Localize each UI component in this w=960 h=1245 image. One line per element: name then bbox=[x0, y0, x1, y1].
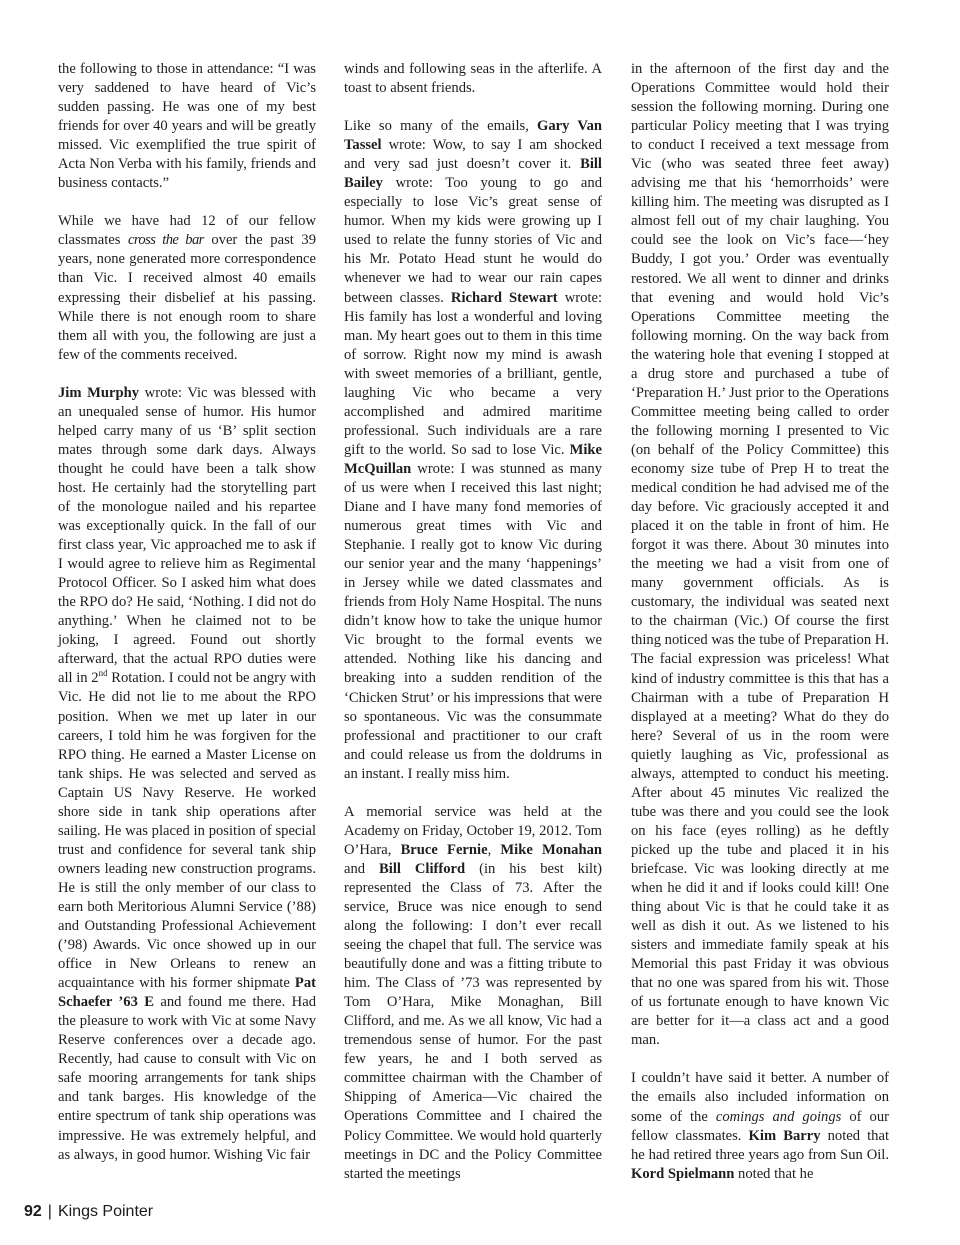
classmate-name: Mike McQuillan bbox=[344, 441, 602, 477]
superscript: nd bbox=[98, 668, 108, 679]
italic-phrase: cross the bar bbox=[128, 232, 204, 249]
footer-separator: | bbox=[47, 1203, 52, 1220]
classmate-name: Kim Barry bbox=[748, 1127, 821, 1144]
paragraph-text: in the afternoon of the first day and the Operations Committee would hold their session the following morning. During one particular Policy meeting that I was trying to conduct I received a text message from Vic (who was seated three feet away) advising me that his ‘hemorrhoids’ were killing him. The meeting was disrupted as I almost fell out of my chair laughing. You could see the look on Vic’s face—‘hey Buddy, I got you.’ Order was eventually restored. We all went to dinner and drinks that evening and would hold Vic’s Operations Committee meeting the following morning. On the way back from the watering hole that evening I stopped at a drug store and purchased a tube of ‘Preparation H.’ Just prior to the Operations Committee meeting being called to order the following morning I presented to Vic (on behalf of the Policy Committee) this economy size tube of Prep H to treat the medical condition he had advised me of the day before. Vic graciously accepted it and placed it on the table in front of him. He forgot it was there. About 30 minutes into the meeting we had a visit from one of many government officials. As is customary, the individual was seated next to the chairman (Vic.) Of course the first thing noticed was the tube of Preparation H. The facial expression was priceless! What kind of industry committee is this that has a Chairman with a tube of Preparation H displayed at a meeting? What do they do here? Several of us in the room were quietly laughing as Vic, professional as always, attempted to conduct his meeting. After about 45 minutes Vic realized the tube was there and you could see the look on his face (eyes rolling) as he deftly picked up the tube and placed it in his briefcase. Vic was looking directly at me when he did it and if looks could kill! One thing about Vic is that he could take it as well as dish it out. As we listened to his sisters and immediate family speak at his Memorial this past Friday it was obvious that no one was spared from his wit. Those of us fortunate enough to have known Vic are better for it—a class act and a good man. bbox=[631, 61, 889, 1049]
classmate-name: Gary Van Tassel bbox=[344, 118, 602, 154]
paragraph-text: , bbox=[487, 841, 501, 858]
classmate-name: Bruce Fernie bbox=[400, 841, 488, 858]
paragraph-text: wrote: Wow, to say I am shocked and very sad just doesn’t cover it. bbox=[344, 137, 602, 173]
paragraph-text: noted that he had retired three years ago from Sun Oil. bbox=[631, 1127, 890, 1163]
paragraph-text: wrote: Too young to go and especially to lose Vic’s great sense of humor. When my kids were growing up I used to relate the funny stories of Vic and his Mr. Potato Head stunt he would do whenever we had to wear our rain capes between classes. bbox=[344, 175, 602, 306]
paragraph-text: While we have had 12 of our fellow classmates bbox=[58, 213, 316, 249]
paragraph-text: A memorial service was held at the Academy on Friday, October 19, 2012. Tom O’Hara, bbox=[344, 803, 602, 858]
classmate-name: Jim Murphy bbox=[58, 384, 140, 401]
paragraph-text: wrote: Vic was blessed with an unequaled sense of humor. His humor helped carry many of us ‘B’ split section mates through some dark days. Always thought he could have been a talk show host. He certainly had the storytelling part of the monologue nailed and his repartee was exceptionally quick. In the fall of our first class year, Vic approached me to ask if I would agree to relieve him as Regimental Protocol Officer. So I asked him what does the RPO do? He said, ‘Nothing. I did not do anything.’ When he claimed not to be joking, I agreed. Found out shortly afterward, that the actual RPO duties were all in 2 bbox=[58, 384, 317, 687]
paragraph-text: wrote: His family has lost a wonderful and loving man. My heart goes out to them in this time of sorrow. Right now my mind is awash with sweet memories of a brilliant, gentle, laughing Vic who became a very accomplished and admired maritime professional. Such individuals are a rare gift to the world. So sad to lose Vic. bbox=[344, 289, 603, 458]
paragraph-text: of our fellow classmates. bbox=[631, 1108, 889, 1144]
classmate-name: Pat Schaefer ’63 E bbox=[58, 975, 316, 1011]
page-footer bbox=[24, 1203, 153, 1221]
paragraph bbox=[631, 60, 889, 1050]
paragraph bbox=[58, 212, 316, 364]
classmate-name: Richard Stewart bbox=[450, 289, 558, 306]
paragraph-text: and found me there. Had the pleasure to work with Vic at some Navy Reserve conferences over a decade ago. Recently, had cause to consult with Vic on safe mooring arrangements for tank ships and tank barges. His knowledge of the entire spectrum of tank ship operations was impressive. He was extremely helpful, and as always, in good humor. Wishing Vic fair bbox=[58, 994, 316, 1163]
paragraph-text: (in his best kilt) represented the Class of 73. After the service, Bruce was nice enough to send along the following: I don’t ever recall seeing the chapel that full. The service was beautifully done and was a fitting tribute to him. The Class of ’73 was represented by Tom O’Hara, Mike Monaghan, Bill Clifford, and me. As we all know, Vic had a tremendous sense of humor. For the past few years, he and I both served as committee chairman with the Chamber of Shipping of America—Vic chaired the Operations Committee and I chaired the Policy Committee. We would hold quarterly meetings in DC and the Policy Committee started the meetings bbox=[344, 860, 602, 1182]
paragraph bbox=[344, 117, 602, 784]
paragraph-text: Rotation. I could not be angry with Vic. He did not lie to me about the RPO position. When we met up later in our careers, I told him he was forgiven for the RPO thing. He earned a Master License on tank ships. He was selected and served as Captain US Navy Reserve. He worked shore side in tank ship operations after sailing. He was placed in position of special trust and confidence for several tank ship owners leading new construction programs. He is still the only member of our class to earn both Meritorious Alumni Service (’88) and Outstanding Professional Achievement (’98) Awards. Vic once showed up in our office in New Orleans to renew an acquaintance with his former shipmate bbox=[58, 670, 316, 992]
paragraph bbox=[631, 1069, 889, 1183]
classmate-name: Mike Monahan bbox=[500, 841, 602, 858]
classmate-name: Kord Spielmann bbox=[631, 1165, 735, 1182]
paragraph-text: winds and following seas in the afterlife. A toast to absent friends. bbox=[344, 61, 602, 97]
paragraph-text: and bbox=[344, 860, 380, 877]
paragraph-text: the following to those in attendance: “I was very saddened to have heard of Vic’s sudden passing. He was one of my best friends for over 40 years and will be greatly missed. Vic exemplified the true spirit of Acta Non Verba with his family, friends and business contacts.” bbox=[58, 61, 316, 192]
page-number: 92 bbox=[24, 1203, 42, 1220]
paragraph bbox=[344, 803, 602, 1184]
italic-phrase: comings and goings bbox=[715, 1108, 842, 1125]
article-column-1 bbox=[58, 60, 316, 1165]
paragraph-text: over the past 39 years, none generated more correspondence than Vic. I received almost 40 emails expressing their disbelief at his passing. While there is not enough room to share them all with you, the following are just a few of the comments received. bbox=[58, 232, 316, 363]
paragraph bbox=[58, 60, 316, 193]
publication-name: Kings Pointer bbox=[57, 1203, 154, 1220]
classmate-name: Bill Clifford bbox=[379, 860, 466, 877]
paragraph bbox=[344, 60, 602, 98]
article-column-3 bbox=[631, 60, 889, 1184]
article-column-2 bbox=[344, 60, 602, 1184]
classmate-name: Bill Bailey bbox=[344, 156, 602, 192]
paragraph-text: wrote: I was stunned as many of us were when I received this last night; Diane and I have many fond memories of numerous great times with Vic and Stephanie. I really got to know Vic during our senior year and the many ‘happenings’ in Jersey while we dated classmates and friends from Holy Name Hospital. The nuns didn’t know how to take the unique humor Vic brought to the formal events we attended. Nothing like his dancing and breaking into a sudden rendition of the ‘Chicken Strut’ or his impressions that were so spontaneous. Vic was the consummate professional and practitioner to our craft and could release us from the doldrums in an instant. I really miss him. bbox=[344, 460, 602, 782]
paragraph-text: I couldn’t have said it better. A number of the emails also included information on some of the bbox=[631, 1070, 889, 1125]
paragraph-text: Like so many of the emails, bbox=[344, 118, 538, 135]
paragraph bbox=[58, 384, 316, 1165]
paragraph-text: noted that he bbox=[734, 1165, 814, 1182]
